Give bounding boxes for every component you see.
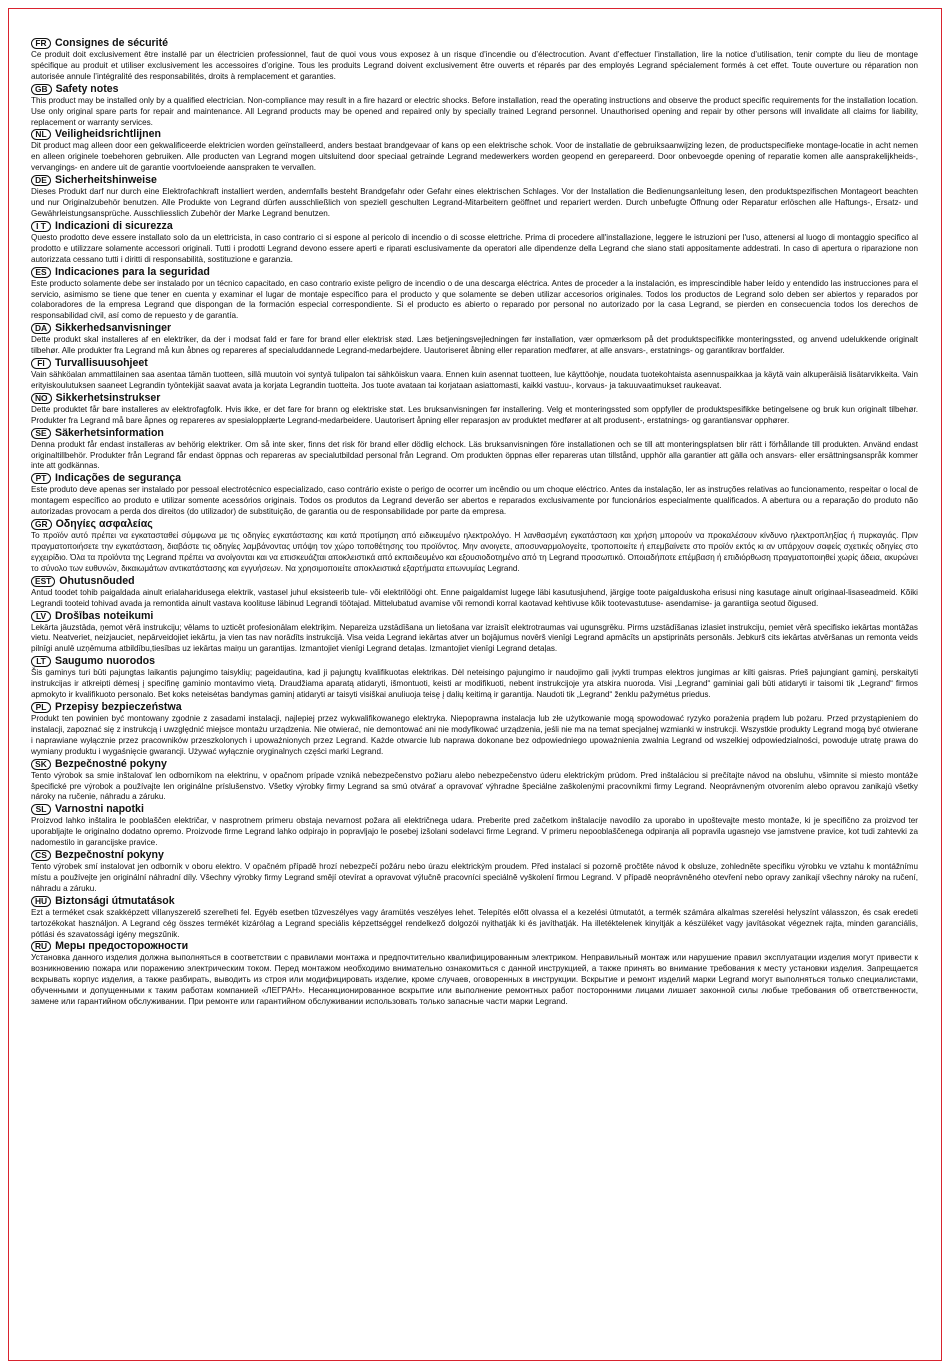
section-heading <box>31 266 918 279</box>
section-body-text: Vain sähköalan ammattilainen saa asentaa tämän tuotteen, sillä muutoin voi syntyä tulipalon tai sähköiskun vaara. Ennen kuin asennat tuotteen, lue käyttöohje, noudata tuotekohtaista asennuspaikkaa ja käytä vain alkuperäisiä lisätarvikkeita. Vain erityiskoulutuksen saaneet Legrandin työntekijät saavat avata ja korjata Legrandin tuotteita. Jos tuote avataan tai korjataan asiattomasti, kaikki vastuu-, korvaus- ja takuuvaatimukset raukeavat. <box>31 370 918 390</box>
language-code-badge: LV <box>31 611 51 622</box>
section-heading <box>31 392 918 405</box>
section-title: Säkerhetsinformation <box>55 426 164 439</box>
section-body-text: Dette produkt skal installeres af en elektriker, da der i modsat fald er fare for brand eller elektrisk stød. Læs betjeningsvejledningen før installation, vær opmærksom på det produktspecifikke monteringssted, og anvend udelukkende originalt tilbehør. Alle produkter fra Legrand må kun åbnes og repareres af specialuddannede Legrand-medarbejdere. Uautoriseret åbning eller reparation medfører, at alle ansvars-, erstatnings- og garantikrav bortfalder. <box>31 335 918 356</box>
section-title: Turvallisuusohjeet <box>55 357 148 370</box>
language-code-badge: SE <box>31 428 51 439</box>
language-code-badge: NL <box>31 129 51 140</box>
language-code-badge: SK <box>31 759 51 770</box>
section-title: Меры предосторожности <box>55 940 189 953</box>
language-code-badge: PL <box>31 702 51 713</box>
section-title: Przepisy bezpieczeństwa <box>55 700 182 713</box>
section-title: Indicazioni di sicurezza <box>55 219 173 232</box>
section-body-text: This product may be installed only by a qualified electrician. Non-compliance may result in a fire hazard or electric shocks. Before installation, read the operating instructions and observe the product specific requirements for the installation location. Use only original spare parts for repair and maintenance. All Legrand products may be opened and repaired only by specially trained Legrand personnel. Unauthorised opening and repair by other persons will invalidate all claims for liability, replacement or warranty services. <box>31 95 918 127</box>
language-code-badge: RU <box>31 941 51 952</box>
safety-section-se <box>31 427 918 473</box>
section-title: Consignes de sécurité <box>55 37 169 49</box>
section-body-text: Dette produktet får bare installeres av elektrofagfolk. Hvis ikke, er det fare for brann og elektriske støt. Les bruksanvisningen før installering. Velg et monteringssted som oppfyller de produktspesifikke betingelsene og bruk kun originalt tilbehør. Produkter fra Legrand må bare åpnes og repareres av spesialopplærte Legrand-medarbeidere. Uautorisert åpning eller reparasjon av produktet medfører at alt produsent-, erstatnings- og garantiansvar opphører. <box>31 404 918 425</box>
section-body-text: Ce produit doit exclusivement être installé par un électricien professionnel, faut de quoi vous vous exposez à un risque d’incendie ou d’électrocution. Avant d’effectuer l’installation, lire la notice d’utilisation, tenir compte du lieu de montage spécifique au produit et utiliser exclusivement les accessoires d’origine. Tous les produits Legrand doivent exclusivement être ouverts et réparés par des employés Legrand spécialement formés à cet effet. Toute ouverture ou réparation non autorisée annule l’intégralité des responsabilités, droits à remplacement et garanties. <box>31 50 918 81</box>
section-heading <box>31 701 918 714</box>
safety-section-fi <box>31 357 918 392</box>
safety-notes-document <box>31 37 918 1008</box>
section-body-text: Este producto solamente debe ser instalado por un técnico capacitado, en caso contrario existe peligro de incendio o de una descarga eléctrica. Antes de proceder a la instalación, es imprescindible haber leído y entendido las instrucciones para el servicio, asimismo se tiene que tener en cuenta y examinar el lugar de montaje específico para el producto y que solamente se deben utilizar accesorios originales. Todos los productos de Legrand solo deben ser abiertos y reparados por colaboradores de la empresa Legrand que dispongan de la formación especial correspondiente. Si el producto es abierto o reparado por personal no autorizado por la casa Legrand, se pierden en consecuencia todos los derechos de responsabilidad civil, así como de repuesto y de garantía. <box>31 278 918 321</box>
safety-section-gr <box>31 518 918 575</box>
section-body-text: Dit product mag alleen door een gekwalificeerde elektricien worden geïnstalleerd, anders bestaat brandgevaar of kans op een elektrische schok. Voor de installatie de gebruiksaanwijzing lezen, de productspecifieke montage-locatie in acht nemen en alleen originele toebehoren gebruiken. Alle producten van Legrand mogen uitsluitend door speciaal getrainde Legrand medewerkers worden geopend en gerepareerd. Door onbevoegde opening of reparatie komen alle aansprakelijkheids-, vervangings- en andere uit de garantie voortvloeiende aanspraken te vervallen. <box>31 141 918 173</box>
section-body-text: Este produto deve apenas ser instalado por pessoal electrotécnico especializado, caso contrário existe o perigo de ocorrer um incêndio ou um choque eléctrico. Antes da instalação, ler as instruções relativas ao funcionamento, respeitar o local de montagem específico ao produto e utilizar somente acessórios originais. Todos os produtos da Legrand deverão ser abertos e reparados exclusivamente por funcionários especialmente qualificados. A abertura ou a reparação do produto não autorizadas provocam a perda dos direitos (do utilizador) de substituição, de garantia ou de responsabilidade por parte da empresa. <box>31 485 918 517</box>
language-code-badge: DA <box>31 323 51 334</box>
section-title: Sikkerhetsinstrukser <box>55 391 161 404</box>
safety-section-es <box>31 266 918 323</box>
language-code-badge: EST <box>31 576 55 587</box>
section-heading <box>31 472 918 485</box>
language-code-badge: FR <box>31 38 51 49</box>
section-body-text: Antud toodet tohib paigaldada ainult erialaharidusega elektrik, vastasel juhul eksisteerib tule- või elektrilöögi oht. Enne paigaldamist lugege läbi kasutusjuhend, järgige toote paigalduskoha erisusi ning kasutage ainult originaal-lisaseadmeid. Kõiki Legrandi tooteid tohivad avada ja remontida ainult vastava koolituse läbinud Legrandi töötajad. Mittelubatud avamise või remondi korral kaotavad kehtivuse kõik tootevastutuse- asendamise- ja garantiiga seotud õigused. <box>31 587 918 608</box>
safety-section-ru <box>31 940 918 1008</box>
safety-section-de <box>31 174 918 220</box>
section-title: Saugumo nuorodos <box>55 655 156 668</box>
safety-section-sl <box>31 803 918 849</box>
section-body-text: Dieses Produkt darf nur durch eine Elektrofachkraft installiert werden, andernfalls besteht Brandgefahr oder Gefahr eines elektrischen Schlages. Vor der Installation die Bedienungsanleitung lesen, den produktspezifischen Montageort beachten und nur Originalzubehör benutzen. Alle Produkte von Legrand dürfen ausschließlich von speziell geschulten Legrand-Mitarbeitern geöffnet und repariert werden. Durch unbefugte Öffnung oder Reparatur erlöschen alle Haftungs-, Ersatz- und Gewährleistungsansprüche. Ausschliesslich Zubehör der Marke Legrand benutzen. <box>31 187 918 218</box>
section-body-text: Proizvod lahko inštalira le pooblaščen električar, v nasprotnem primeru obstaja nevarnost požara ali električnega udara. Preberite pred začetkom inštalacije navodilo za uporabo in upoštevajte mesto montaže, ki je specifično za proizvod ter uporabljajte le originalno dodatno opremo. Proizvode firme Legrand lahko odpirajo in popravljajo le posebej izšolani sodelavci firme Legrand. V primeru nepooblaščenega odpiranja ali popravila ugasnejo vse jamstvene pravice, kot tudi zahtevki za nadomestilo in garancijske pravice. <box>31 816 918 848</box>
section-body-text: Tento výrobok sa smie inštalovať len odborníkom na elektrinu, v opačnom prípade vzniká nebezpečenstvo požiaru alebo nebezpečenstvo úderu elektrickým prúdom. Pred inštaláciou si prečítajte návod na obsluhu, všimnite si miesto montáže špecifické pre výrobok a používajte len originálne príslušenstvo. Všetky výrobky firmy Legrand sa smú otvárať a opravovať výhradne špeciálne zaškolenými pracovníkmi firmy Legrand. Neoprávneným otvorením alebo opravou zanikajú všetky nároky na ručenie, náhradu a záruku. <box>31 770 918 802</box>
language-code-badge: HU <box>31 896 51 907</box>
language-code-badge: NO <box>31 393 52 404</box>
safety-section-lv <box>31 610 918 656</box>
language-code-badge: PT <box>31 473 51 484</box>
language-code-badge: GR <box>31 519 52 530</box>
safety-section-pl <box>31 701 918 758</box>
language-code-badge: CS <box>31 850 51 861</box>
safety-section-da <box>31 322 918 357</box>
section-heading <box>31 758 918 771</box>
language-code-badge: SL <box>31 804 51 815</box>
section-title: Indicaciones para la seguridad <box>55 265 210 278</box>
safety-section-sk <box>31 758 918 804</box>
section-body-text: Šis gaminys turi būti pajungtas laikantis pajungimo taisyklių; pageidautina, kad ji pajungtų kvalifikuotas elektrikas. Dėl neteisingo pajungimo ir naudojimo gali įvykti trumpas elektros jungimas ar kilti gaisras. Prieš pajungiant gaminį, perskaityti instrukcijas ir atkreipti dėmesį į specifinę gaminio montavimo vietą. Draudžiama aparatą atidaryti, išmontuoti, keisti ar modifikuoti, nebent instrukcijoje yra atskira nuoroda. Visi „Legrand“ gaminiai gali būti atidaryti ir taisomi tik „Legrand“ firmos apmokyto ir kvalifikuoto personalo. Bet koks neteisėtas bandymas gaminį atidaryti ar taisyti visiškai anuliuoja teisę į dalių keitimą ir garantija. Naudoti tik „Legrand“ ženklu pažymėtus priedus. <box>31 668 918 700</box>
safety-section-no <box>31 392 918 427</box>
safety-section-nl <box>31 128 918 174</box>
safety-section-it <box>31 220 918 266</box>
language-code-badge: ES <box>31 267 51 278</box>
safety-section-lt <box>31 655 918 701</box>
safety-section-hu <box>31 895 918 941</box>
section-heading <box>31 575 918 588</box>
section-body-text: Установка данного изделия должна выполняться в соответствии с правилами монтажа и предпочтительно квалифицированным электриком. Неправильный монтаж или нарушение правил эксплуатации изделия могут привести к возникновению пожара или поражению электрическим током. Перед монтажом необходимо внимательно ознакомиться с данной инструкцией, а также принять во внимание требования к месту установки изделия. Запрещается вскрывать корпус изделия, а также разбирать, выводить из строя или модифицировать изделие, кроме случаев, оговоренных в инструкции. Вскрытие и ремонт изделий марки Legrand могут выполняться только специалистами, обученными и допущенными к таким работам компанией «ЛЕГРАН». Несанкционированное вскрытие или выполнение ремонтных работ посторонними лицами лишает законной силы любые требования об ответственности, замене или гарантийном обслуживании. При ремонте или гарантийном обслуживании использовать только запасные части марки Legrand. <box>31 953 918 1007</box>
section-body-text: Questo prodotto deve essere installato solo da un elettricista, in caso contrario ci si espone al pericolo di incendio o di scosse elettriche. Prima di procedere all'installazione, leggere le istruzioni per l'uso, attenersi al luogo di montaggio specifico al prodotto e utilizzare solamente accessori originali. Tutti i prodotti Legrand devono essere aperti e riparati esclusivamente da operatori alle dipendenze della Legrand che siano stati appositamente addestrati. In caso di apertura o riparazione non autorizzata cessano tutti i diritti di responsabilità, sostituzione e garanzia. <box>31 232 918 264</box>
section-title: Οδηγίες ασφαλείας <box>55 518 153 531</box>
section-title: Bezpečnostní pokyny <box>55 849 164 862</box>
safety-section-est <box>31 575 918 610</box>
section-heading <box>31 174 918 187</box>
section-heading <box>31 518 918 531</box>
section-heading <box>31 610 918 623</box>
section-body-text: Denna produkt får endast installeras av behörig elektriker. Om så inte sker, finns det risk för brand eller dödlig elchock. Läs bruksanvisningen före installationen och se till att monteringsplatsen blir rätt i förhållande till produkten. Använd endast originaltillbehör. Produkter från Legrand får endast öppnas och repareras av specialutbildad personal från Legrand. Om produkten öppnas eller repareras utan tillstånd, upphör alla garantier att gälla och ansvars- eller ersättningsanspråk kommer inte att godkännas. <box>31 439 918 471</box>
section-title: Drošības noteikumi <box>55 609 154 622</box>
section-heading <box>31 849 918 862</box>
language-code-badge: LT <box>31 656 51 667</box>
language-code-badge: DE <box>31 175 51 186</box>
section-title: Safety notes <box>55 82 119 95</box>
section-heading <box>31 322 918 335</box>
safety-section-fr <box>31 37 918 83</box>
section-body-text: Lekārta jāuzstāda, ņemot vērā instrukciju; vēlams to uzticēt profesionālam elektriķim. Nepareiza uzstādīšana un lietošana var izraisīt elektrotraumas vai ugunsgrēku. Pirms uzstādīšanas izlasiet instrukciju, ņemiet vērā specifisko iekārtas montāžas vietu. Neatveriet, neizjauciet, nepārveidojiet iekārtu, ja vien tas nav norādīts instrukcijā. Visa veida Legrand iekārtas atver un bojājumus novērš vienīgi Legrand apmācīts un apstiprināts personāls. Jebkurš cits iekārtas atvēršanas un remonta veids pilnīgi anulē uzņēmuma atbildību,tiesības uz iekārtas maiņu un garantijas. Izmantojiet vienīgi Legrand detaļas. Izmantojiet vienīgi Legrand detaļas. <box>31 622 918 654</box>
language-code-badge: FI <box>31 358 51 369</box>
section-body-text: Tento výrobek smí instalovat jen odborník v oboru elektro. V opačném případě hrozí nebezpečí požáru nebo úrazu elektrickým proudem. Před instalací si pozorně pročtěte návod k obsluze, zohledněte specifiku výrobku ve vztahu k montážnímu místu a používejte jen originální náhradní díly. Všechny výrobky firmy Legrand smějí otevírat a opravovat výlučně pracovníci speciálně vyškolení firmou Legrand. V případě neoprávněného otevření nebo opravy zanikají všechny nároky na ručení, náhradu a záruku. <box>31 862 918 893</box>
section-title: Varnostni napotki <box>55 803 144 816</box>
section-body-text: Produkt ten powinien być montowany zgodnie z zasadami instalacji, najlepiej przez wykwalifikowanego elektryka. Niepoprawna instalacja lub złe użytkowanie mogą spowodować ryzyko porażenia prądem lub pożaru. Przed przystąpieniem do instalacji, zapoznać się z instrukcją i uwzględnić miejsce montażu urządzenia. Nie otwierać, nie demontować ani nie modyfikować urządzenia, jeśli nie ma na temat specjalnej wzmianki w instrukcji. Wszystkie produkty Legrand mogą być otwierane i naprawiane wyłącznie przez pracowników przeszkolonych i upoważnionych przez Legrand. Każde otwarcie lub naprawa dokonane bez odpowiedniego upoważnienia zwalnia Legrand od wszelkiej odpowiedzialności, powoduje utratę prawa do wymiany produktu i wygaśnięcie gwarancji. Używać wyłącznie oryginalnych części marki Legrand. <box>31 713 918 756</box>
section-heading <box>31 895 918 908</box>
section-body-text: Ezt a terméket csak szakképzett villanyszerelő szerelheti fel. Egyéb esetben tűzveszélyes vagy áramütés veszélyes lehet. Telepítés előtt olvassa el a kezelési útmutatót, a termék számára alkalmas szerelési helyszínt válasszon, és csak eredeti tartozékokat használjon. A Legrand cég összes termékét kizárólag a Legrand speciális képzettséggel rendelkező dolgozói nyithatják ki és javíthatják. Ha illetéktelenek kinyitják a készüléket vagy javításokat végeznek rajta, minden garanciális, pótlási és szavatossági igény megszűnik. <box>31 907 918 939</box>
section-title: Sicherheitshinweise <box>55 174 157 187</box>
language-code-badge: GB <box>31 84 52 95</box>
section-title: Sikkerhedsanvisninger <box>55 322 172 335</box>
section-heading <box>31 83 918 96</box>
section-heading <box>31 803 918 816</box>
section-heading <box>31 427 918 440</box>
section-title: Ohutusnõuded <box>59 574 135 587</box>
section-title: Bezpečnostné pokyny <box>55 757 167 770</box>
section-heading <box>31 655 918 668</box>
safety-section-cs <box>31 849 918 895</box>
section-title: Biztonsági útmutatások <box>55 894 175 907</box>
section-title: Veiligheidsrichtlijnen <box>55 128 161 141</box>
section-heading <box>31 37 918 50</box>
safety-section-pt <box>31 472 918 518</box>
section-heading <box>31 220 918 233</box>
section-heading <box>31 357 918 370</box>
section-heading <box>31 128 918 141</box>
section-body-text: Το προϊόν αυτό πρέπει να εγκατασταθεί σύμφωνα με τις οδηγίες εγκατάστασης και κατά προτίμηση από ειδικευμένο ηλεκτρολόγο. Η λανθασμένη εγκατάσταση και χρήση μπορούν να προκαλέσουν κίνδυνο ηλεκτροπληξίας ή πυρκαγιάς. Πριν πραγματοποιήσετε την εγκατάσταση, διαβάστε τις οδηγίες λαμβάνοντας υπόψη τον χώρο τοποθέτησης του προϊόντος. Μην ανοιγετε, αποσυναρμολογείτε, τροποποιείτε ή επεμβαίνετε στο προϊόν εκτός κι αν υπάρχουν σαφείς σχετικές οδηγίες στο εγχειρίδιο. Όλα τα προϊόντα της Legrand πρέπει να ανοίγονται και να επισκευάζται αποκλειστικά από εκπαιδευμένο και εξουσιοδοτημένο από τη Legrand προσωπικό. Οποιαδήποτε επέμβαση ή επιδιόρθωση πραγματοποιηθεί χωρίς άδεια, ακυρώνει το σύνολο των ευθυνών, δικαιωμάτων αντικατάστασης και εγγυήσεων. Να χρησιμοποιείτε αποκλειστικά εξαρτήματα επωνυμίας Legrand. <box>31 531 918 573</box>
section-title: Indicações de segurança <box>55 472 182 485</box>
language-code-badge: I T <box>31 221 51 232</box>
section-heading <box>31 940 918 953</box>
safety-section-gb <box>31 83 918 129</box>
